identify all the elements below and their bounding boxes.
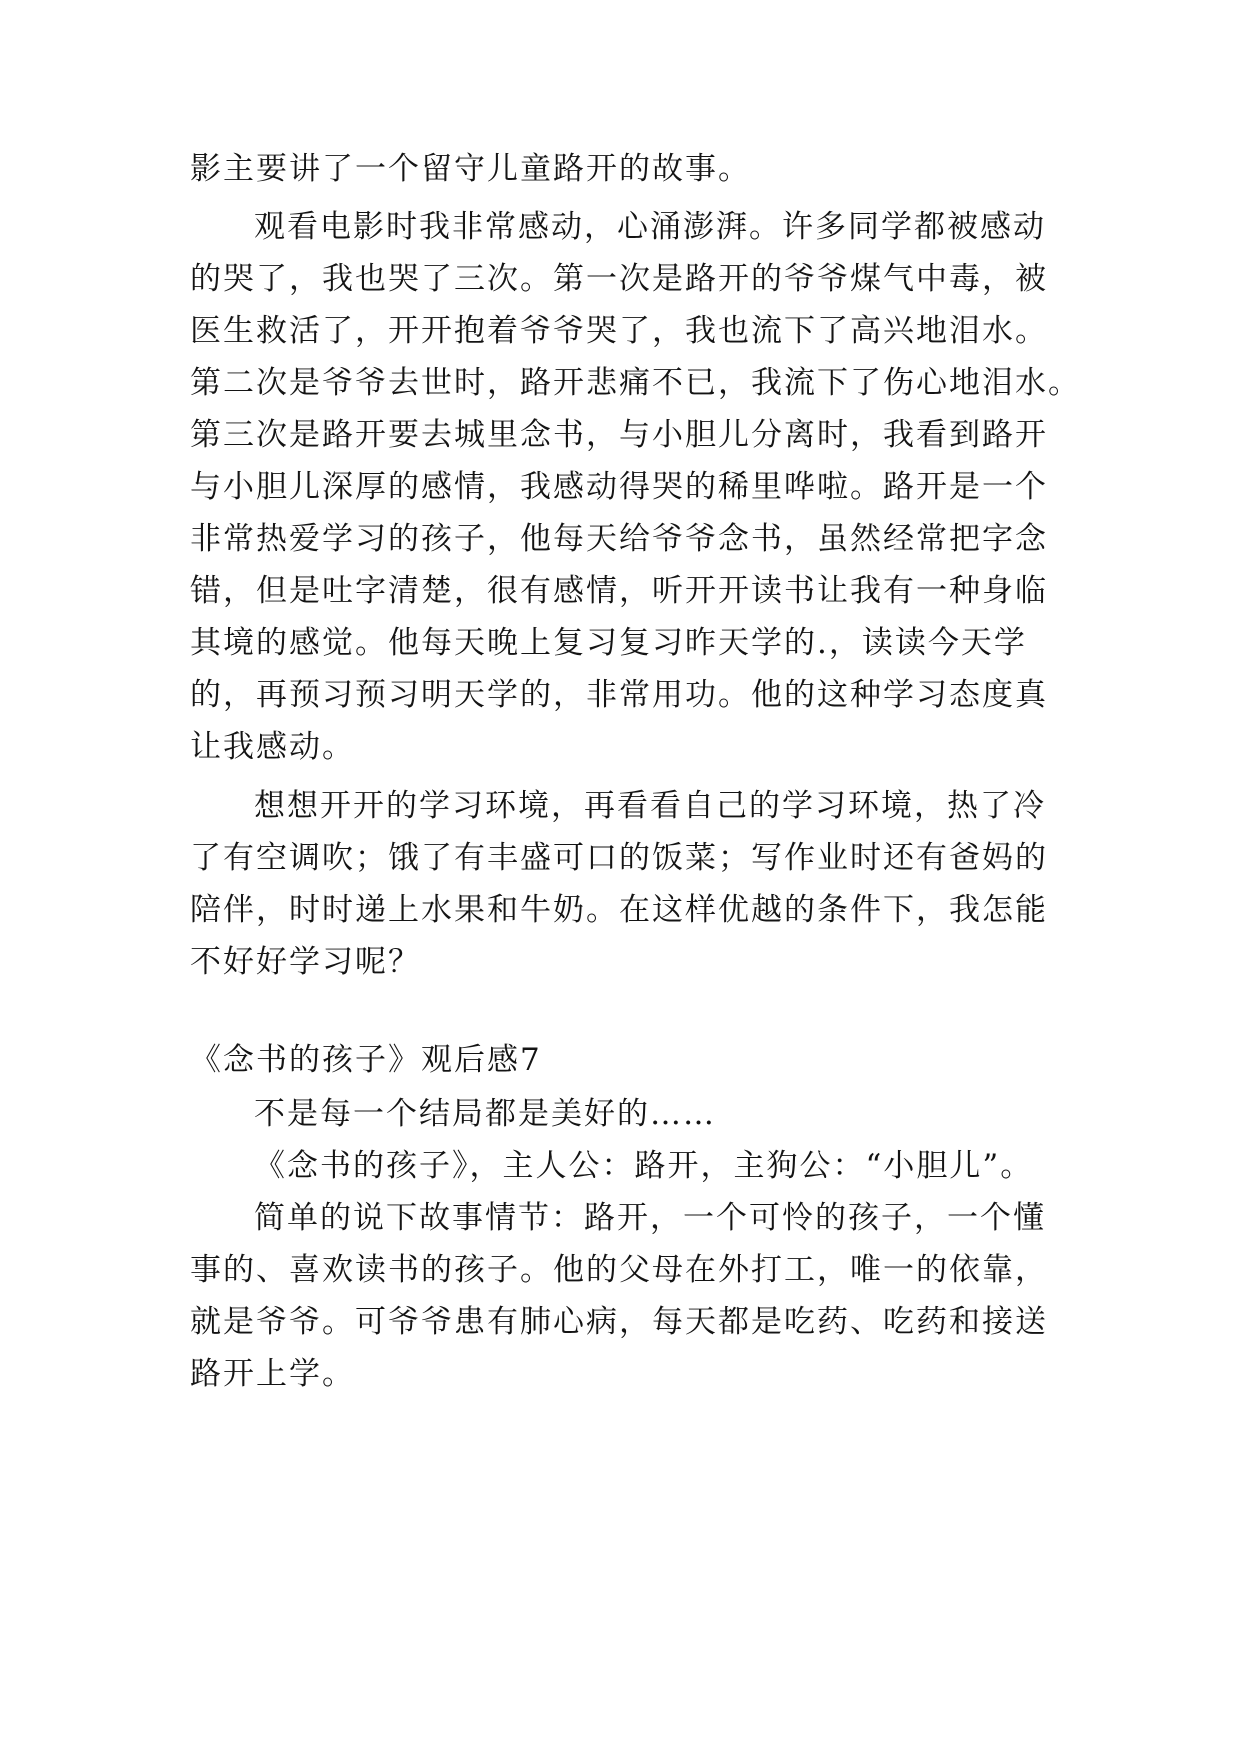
paragraph-line: 的，再预习预习明天学的，非常用功。他的这种学习态度真 — [190, 677, 1048, 713]
paragraph-line: 错，但是吐字清楚，很有感情，听开开读书让我有一种身临 — [190, 573, 1048, 609]
paragraph-line: 《念书的孩子》，主人公：路开，主狗公：“小胆儿”。 — [254, 1148, 1034, 1184]
paragraph-line: 事的、喜欢读书的孩子。他的父母在外打工，唯一的依靠， — [190, 1252, 1048, 1288]
paragraph-line: 不好好学习呢？ — [190, 944, 421, 980]
paragraph-line: 想想开开的学习环境，再看看自己的学习环境，热了冷 — [254, 788, 1046, 824]
section-title: 《念书的孩子》观后感7 — [190, 1042, 542, 1078]
paragraph-line: 第三次是路开要去城里念书，与小胆儿分离时，我看到路开 — [190, 417, 1048, 453]
paragraph-line: 影主要讲了一个留守儿童路开的故事。 — [190, 151, 751, 187]
paragraph-line: 其境的感觉。他每天晚上复习复习昨天学的.，读读今天学 — [190, 625, 1027, 661]
paragraph-line: 第二次是爷爷去世时，路开悲痛不已，我流下了伤心地泪水。 — [190, 365, 1081, 401]
paragraph-line: 就是爷爷。可爷爷患有肺心病，每天都是吃药、吃药和接送 — [190, 1304, 1048, 1340]
paragraph-line: 医生救活了，开开抱着爷爷哭了，我也流下了高兴地泪水。 — [190, 313, 1048, 349]
paragraph-line: 非常热爱学习的孩子，他每天给爷爷念书，虽然经常把字念 — [190, 521, 1048, 557]
paragraph-line: 与小胆儿深厚的感情，我感动得哭的稀里哗啦。路开是一个 — [190, 469, 1048, 505]
paragraph-line: 陪伴，时时递上水果和牛奶。在这样优越的条件下，我怎能 — [190, 892, 1048, 928]
paragraph-line: 不是每一个结局都是美好的…… — [254, 1096, 716, 1132]
paragraph-line: 简单的说下故事情节：路开，一个可怜的孩子，一个懂 — [254, 1200, 1046, 1236]
paragraph-line: 观看电影时我非常感动，心涌澎湃。许多同学都被感动 — [254, 209, 1046, 245]
paragraph-line: 让我感动。 — [190, 729, 355, 765]
paragraph-line: 的哭了，我也哭了三次。第一次是路开的爷爷煤气中毒，被 — [190, 261, 1048, 297]
paragraph-line: 路开上学。 — [190, 1356, 355, 1392]
paragraph-line: 了有空调吹；饿了有丰盛可口的饭菜；写作业时还有爸妈的 — [190, 840, 1048, 876]
